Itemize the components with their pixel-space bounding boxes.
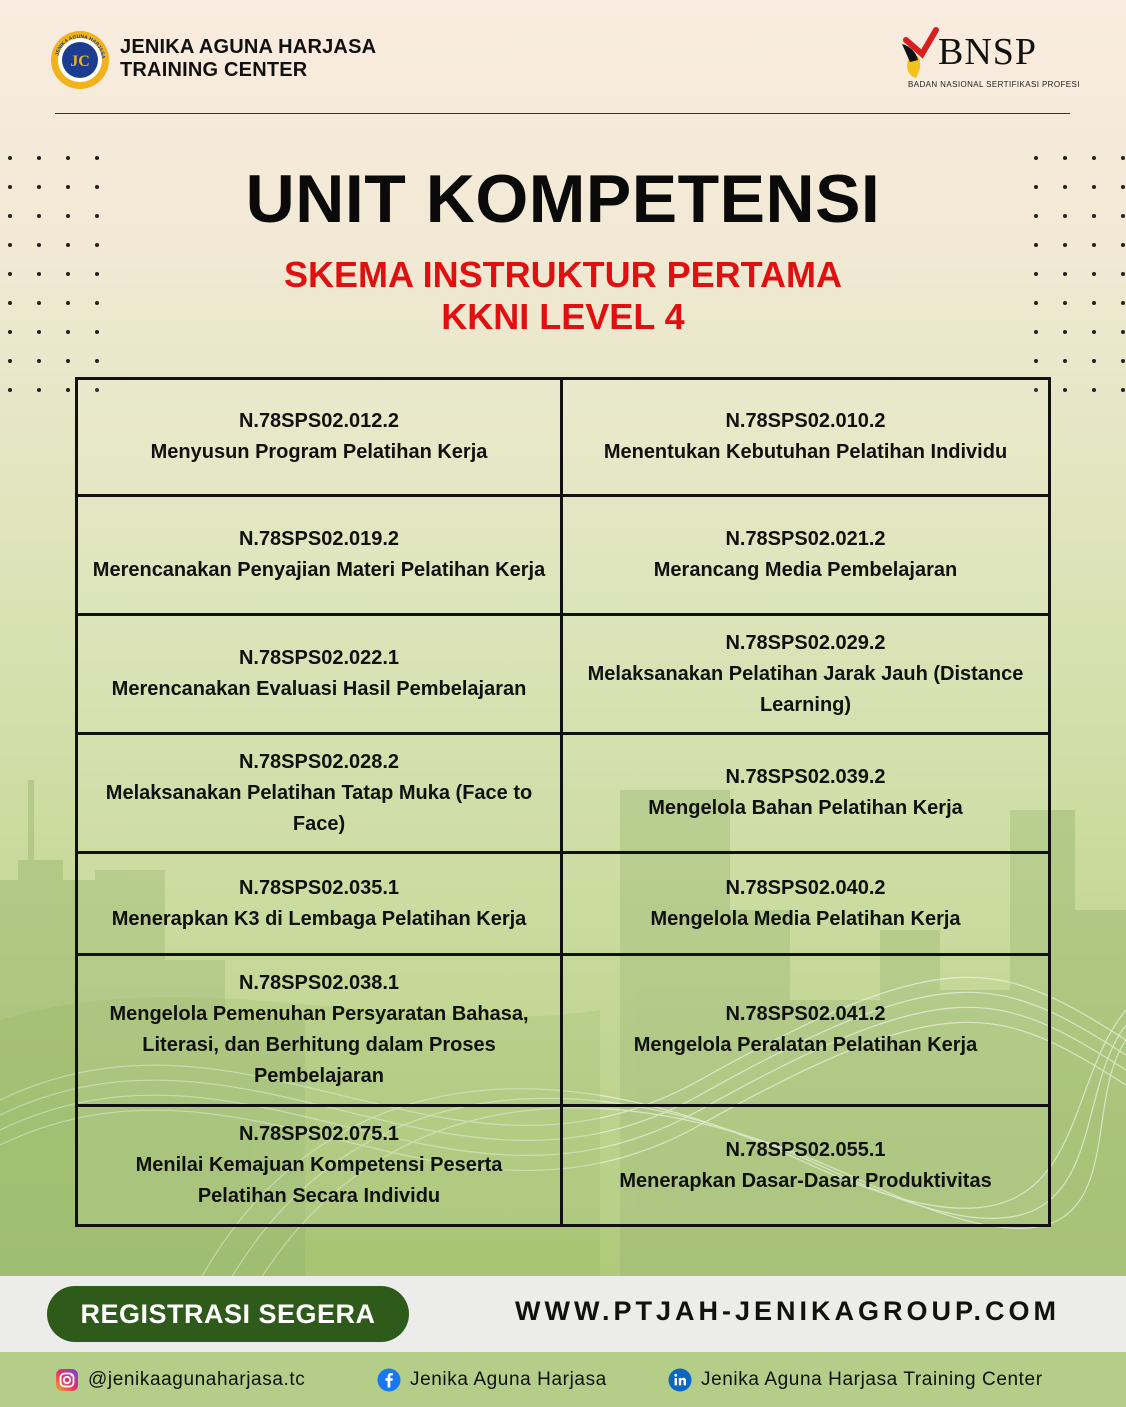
unit-code: N.78SPS02.035.1 [238, 876, 400, 899]
svg-text:JENIKA AGUNA HARJASA: JENIKA AGUNA HARJASA [54, 33, 107, 60]
subtitle-line2: KKNI LEVEL 4 [441, 296, 685, 337]
unit-name: Mengelola Bahan Pelatihan Kerja [648, 797, 963, 819]
unit-code: N.78SPS02.029.2 [725, 631, 886, 654]
unit-name: Mengelola Peralatan Pelatihan Kerja [633, 1034, 978, 1056]
facebook-link[interactable] [377, 1368, 607, 1392]
facebook-icon [377, 1368, 401, 1392]
facebook-name: Jenika Aguna Harjasa [410, 1369, 607, 1390]
bnsp-title: BNSP [938, 31, 1038, 73]
table-cell [78, 1107, 563, 1224]
unit-code: N.78SPS02.028.2 [238, 750, 400, 773]
unit-name: Melaksanakan Pelatihan Jarak Jauh (Distance Learning) [587, 662, 1024, 716]
instagram-link[interactable] [55, 1368, 305, 1392]
bnsp-logo [900, 26, 1080, 92]
training-center-logo [50, 30, 110, 90]
linkedin-icon [668, 1368, 692, 1392]
instagram-icon [55, 1368, 79, 1392]
table-cell [563, 1107, 1048, 1224]
header [0, 0, 1126, 115]
bnsp-subtitle: BADAN NASIONAL SERTIFIKASI PROFESI [908, 80, 1080, 89]
svg-text:JC: JC [70, 53, 90, 70]
register-button[interactable]: REGISTRASI SEGERA [47, 1286, 409, 1342]
table-cell [78, 956, 563, 1107]
linkedin-name: Jenika Aguna Harjasa Training Center [701, 1369, 1043, 1390]
table-cell [78, 380, 563, 497]
competency-table [75, 377, 1051, 1227]
unit-name: Melaksanakan Pelatihan Tatap Muka (Face to Face) [105, 781, 533, 835]
table-cell [78, 497, 563, 616]
unit-code: N.78SPS02.012.2 [238, 410, 400, 432]
page-subtitle [0, 254, 1126, 338]
table-cell [563, 616, 1048, 735]
unit-name: Menyusun Program Pelatihan Kerja [150, 441, 488, 463]
unit-code: N.78SPS02.055.1 [725, 1138, 886, 1161]
unit-code: N.78SPS02.041.2 [725, 1003, 886, 1025]
subtitle-line1: SKEMA INSTRUKTUR PERTAMA [284, 254, 842, 295]
unit-code: N.78SPS02.021.2 [725, 528, 886, 550]
bnsp-emblem-icon [900, 26, 940, 80]
website-link[interactable]: WWW.PTJAH-JENIKAGROUP.COM [515, 1296, 1061, 1326]
table-cell [563, 854, 1048, 956]
table-cell [563, 497, 1048, 616]
unit-code: N.78SPS02.010.2 [725, 410, 886, 432]
org-name-line2: TRAINING CENTER [120, 59, 308, 81]
table-cell [563, 380, 1048, 497]
org-name-line1: JENIKA AGUNA HARJASA [120, 36, 377, 58]
table-cell [78, 616, 563, 735]
unit-name: Menilai Kemajuan Kompetensi Peserta Pelatihan Secara Individu [135, 1154, 503, 1207]
table-cell [78, 735, 563, 854]
linkedin-link[interactable] [668, 1368, 1043, 1392]
unit-code: N.78SPS02.038.1 [238, 972, 400, 994]
unit-code: N.78SPS02.040.2 [725, 876, 886, 899]
unit-name: Mengelola Media Pelatihan Kerja [650, 907, 961, 930]
table-cell [563, 956, 1048, 1107]
header-divider [55, 113, 1070, 114]
unit-name: Menerapkan K3 di Lembaga Pelatihan Kerja [111, 907, 527, 930]
unit-code: N.78SPS02.022.1 [238, 647, 400, 669]
unit-name: Menerapkan Dasar-Dasar Produktivitas [619, 1169, 992, 1192]
unit-code: N.78SPS02.075.1 [238, 1123, 400, 1145]
table-cell [78, 854, 563, 956]
unit-code: N.78SPS02.019.2 [238, 528, 400, 550]
unit-name: Merancang Media Pembelajaran [653, 559, 958, 581]
page-title: UNIT KOMPETENSI [245, 161, 881, 237]
table-cell [563, 735, 1048, 854]
unit-name: Merencanakan Penyajian Materi Pelatihan Kerja [92, 559, 546, 581]
instagram-handle: @jenikaagunaharjasa.tc [88, 1369, 306, 1390]
unit-name: Merencanakan Evaluasi Hasil Pembelajaran [111, 678, 527, 700]
unit-name: Mengelola Pemenuhan Persyaratan Bahasa, Literasi, dan Berhitung dalam Proses Pembelajaran [109, 1003, 529, 1087]
unit-name: Menentukan Kebutuhan Pelatihan Individu [603, 441, 1008, 463]
unit-code: N.78SPS02.039.2 [725, 766, 886, 788]
organization-name [120, 36, 376, 82]
